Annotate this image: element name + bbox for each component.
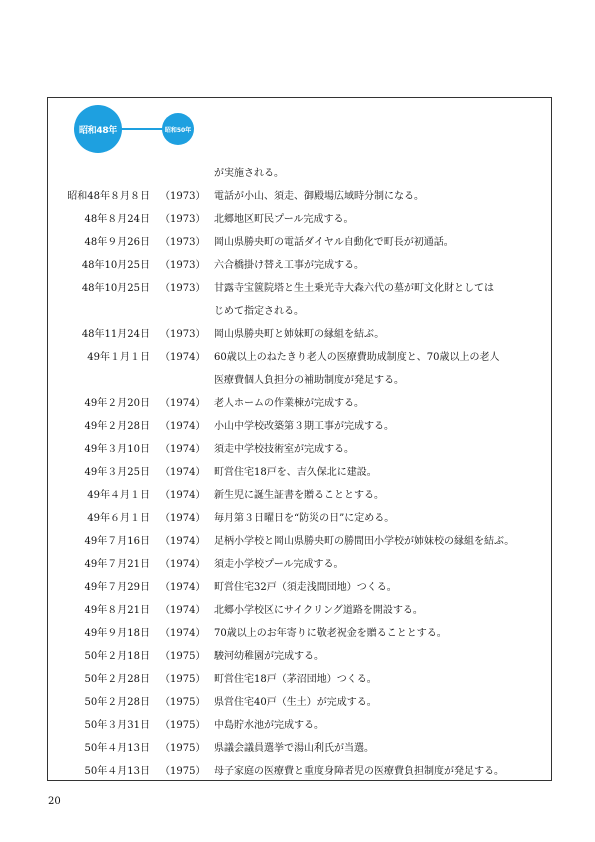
event-year: （1974） [160,536,206,547]
event-description: 医療費個人負担分の補助制度が発足する。 [214,375,404,386]
event-date: 49年６月１日 [87,513,150,524]
event-year: （1973） [160,283,206,294]
event-date: 49年３月25日 [84,467,150,478]
event-year: （1973） [160,214,206,225]
event-year: （1973） [160,329,206,340]
event-year: （1975） [160,720,206,731]
list-item [0,231,595,254]
event-year: （1974） [160,352,206,363]
event-date: 49年８月21日 [84,605,150,616]
event-date: 50年３月31日 [84,720,150,731]
event-year: （1974） [160,490,206,501]
event-date: 50年２月18日 [84,651,150,662]
event-year: （1975） [160,766,206,777]
event-description: 老人ホームの作業棟が完成する。 [214,398,364,409]
event-description: 須走中学校技術室が完成する。 [214,444,354,455]
event-year: （1974） [160,559,206,570]
event-description: 須走小学校プール完成する。 [214,559,344,570]
event-description: 60歳以上のねたきり老人の医療費助成制度と、70歳以上の老人 [214,352,500,363]
event-year: （1974） [160,628,206,639]
list-item [0,553,595,576]
event-description: 母子家庭の医療費と重度身障者児の医療費負担制度が発足する。 [214,766,504,777]
event-description: じめて指定される。 [214,306,304,317]
event-date: 49年７月16日 [84,536,150,547]
event-description: 中島貯水池が完成する。 [214,720,324,731]
event-description: 岡山県勝央町と姉妹町の縁組を結ぶ。 [214,329,385,340]
event-date: 49年７月29日 [84,582,150,593]
event-year: （1975） [160,674,206,685]
event-description: 駿河幼稚園が完成する。 [214,651,324,662]
list-item [0,162,595,185]
start-era-circle: 昭和48年 [74,105,122,153]
era-timeline-badge [74,105,214,157]
event-year: （1974） [160,582,206,593]
list-item [0,254,595,277]
list-item [0,346,595,369]
list-item [0,300,595,323]
event-date: 49年２月28日 [84,421,150,432]
event-year: （1975） [160,651,206,662]
event-date: 50年２月28日 [84,697,150,708]
list-item [0,530,595,553]
event-date: 50年４月13日 [84,766,150,777]
event-year: （1974） [160,421,206,432]
list-item [0,185,595,208]
list-item [0,576,595,599]
list-item [0,507,595,530]
list-item [0,438,595,461]
event-year: （1974） [160,467,206,478]
event-description: 県営住宅40戸（生土）が完成する。 [214,697,377,708]
event-year: （1975） [160,697,206,708]
list-item [0,668,595,691]
event-year: （1974） [160,444,206,455]
list-item [0,599,595,622]
event-description: 小山中学校改築第３期工事が完成する。 [214,421,394,432]
timeline-connector [120,128,164,130]
list-item [0,760,595,783]
event-description: 新生児に誕生証書を贈ることとする。 [214,490,384,501]
event-date: 48年10月25日 [81,283,150,294]
event-description: 岡山県勝央町の電話ダイヤル自動化で町長が初通話。 [214,237,454,248]
event-description: 北郷地区町民プール完成する。 [214,214,354,225]
chronology-list [0,162,595,783]
event-year: （1973） [160,260,206,271]
page-number: 20 [48,796,61,807]
event-date: 48年10月25日 [81,260,150,271]
event-date: 49年３月10日 [84,444,150,455]
event-description: が実施される。 [214,168,284,179]
list-item [0,415,595,438]
list-item [0,737,595,760]
list-item [0,622,595,645]
list-item [0,277,595,300]
event-date: 49年２月20日 [84,398,150,409]
event-date: 49年９月18日 [84,628,150,639]
event-description: 県議会議員選挙で湯山利氏が当選。 [214,743,374,754]
event-date: 49年４月１日 [87,490,150,501]
event-year: （1973） [160,191,206,202]
event-date: 48年11月24日 [81,329,150,340]
event-date: 昭和48年８月８日 [67,191,150,202]
list-item [0,323,595,346]
event-description: 足柄小学校と岡山県勝央町の勝間田小学校が姉妹校の縁組を結ぶ。 [214,536,515,547]
list-item [0,461,595,484]
event-date: 50年４月13日 [84,743,150,754]
event-date: 48年８月24日 [84,214,150,225]
end-era-circle: 昭和50年 [162,113,194,145]
event-description: 町営住宅32戸（須走浅間団地）つくる。 [214,582,397,593]
event-date: 50年２月28日 [84,674,150,685]
event-date: 49年７月21日 [84,559,150,570]
list-item [0,484,595,507]
event-description: 町営住宅18戸（茅沼団地）つくる。 [214,674,377,685]
event-description: 町営住宅18戸を、吉久保北に建設。 [214,467,377,478]
event-description: 70歳以上のお年寄りに敬老祝金を贈ることとする。 [214,628,447,639]
event-year: （1975） [160,743,206,754]
event-date: 49年１月１日 [87,352,150,363]
list-item [0,208,595,231]
list-item [0,714,595,737]
list-item [0,691,595,714]
event-description: 甘露寺宝篋院塔と生土乗光寺大森六代の墓が町文化財としては [214,283,494,294]
event-year: （1974） [160,513,206,524]
list-item [0,369,595,392]
event-year: （1973） [160,237,206,248]
event-year: （1974） [160,605,206,616]
event-description: 毎月第３日曜日を“防災の日”に定める。 [214,513,395,524]
event-date: 48年９月26日 [84,237,150,248]
list-item [0,392,595,415]
event-description: 六合橋掛け替え工事が完成する。 [214,260,364,271]
event-description: 電話が小山、須走、御殿場広域時分制になる。 [214,191,424,202]
list-item [0,645,595,668]
event-description: 北郷小学校区にサイクリング道路を開設する。 [214,605,423,616]
event-year: （1974） [160,398,206,409]
